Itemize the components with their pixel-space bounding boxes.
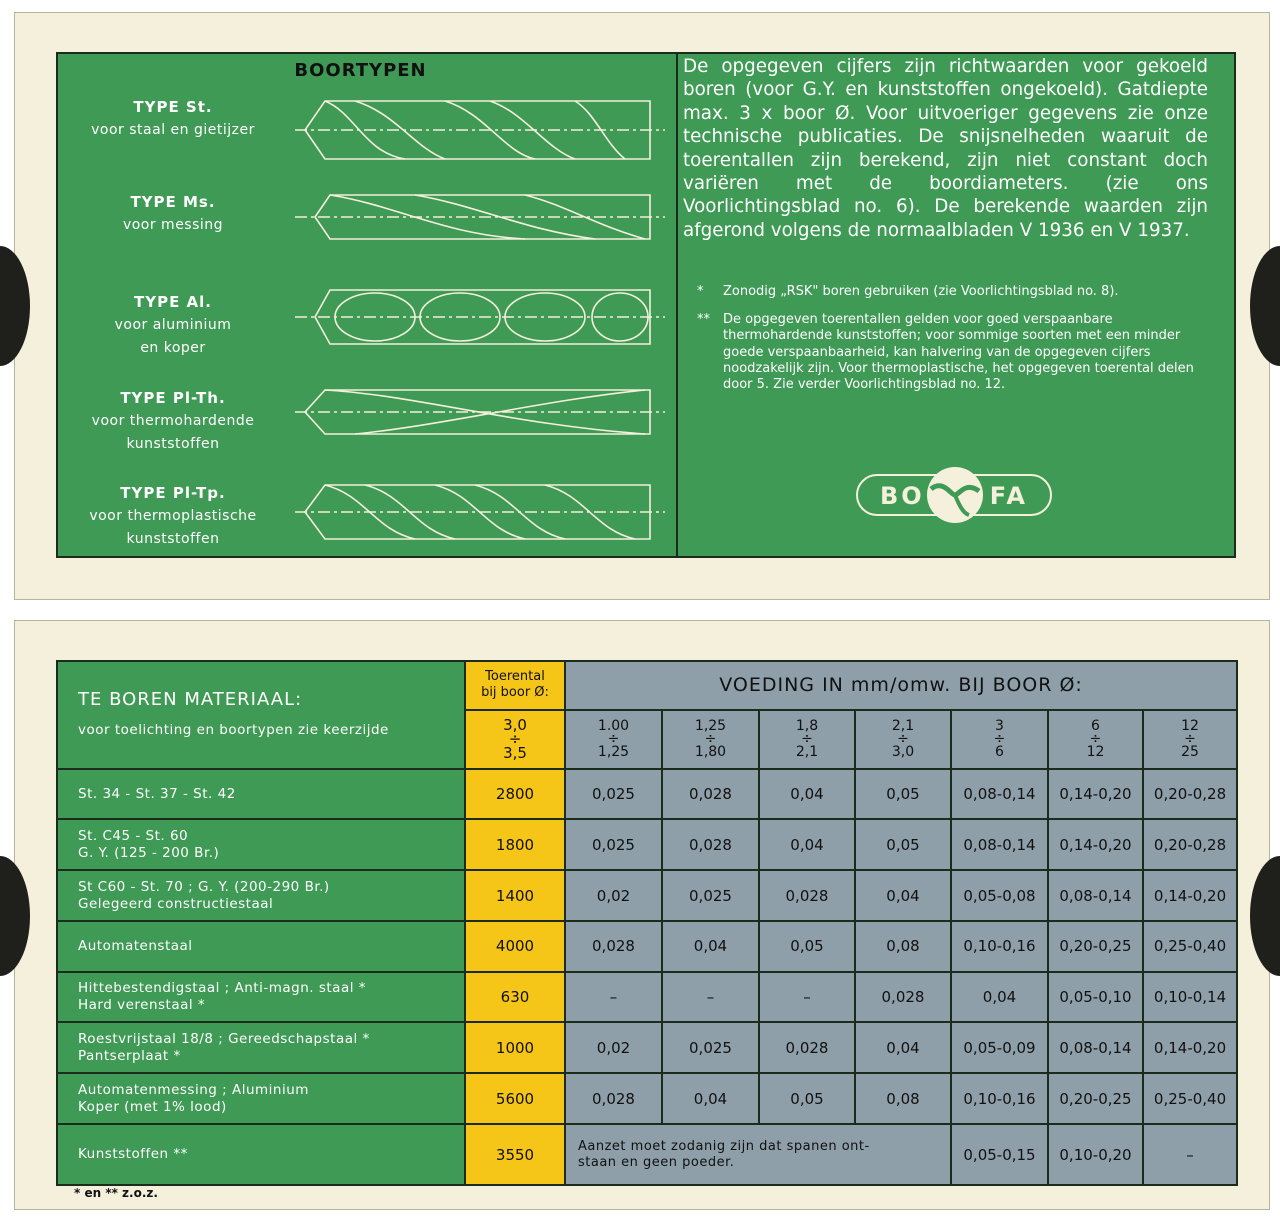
type-name: TYPE Al.: [133, 293, 212, 311]
diameter-div: ÷: [1184, 730, 1196, 747]
feed-cell: 0,04: [662, 1073, 759, 1124]
feed-cell: 0,05-0,08: [951, 870, 1048, 921]
feed-cell: 0,25-0,40: [1143, 921, 1237, 972]
feed-cell: 0,08-0,14: [1048, 1022, 1143, 1073]
drill-ms-illustration: [295, 180, 665, 254]
diameter-header: [951, 710, 1048, 769]
type-desc: kunststoffen: [126, 531, 220, 547]
feed-cell: 0,028: [565, 1073, 662, 1124]
diameter-to: 1,80: [694, 743, 727, 760]
type-desc: voor thermohardende: [91, 413, 255, 429]
diameter-div: ÷: [704, 730, 717, 747]
feed-cell: 0,028: [565, 921, 662, 972]
material-line: G. Y. (125 - 200 Br.): [78, 844, 220, 861]
diameter-header: [1143, 710, 1237, 769]
drill-st-illustration: [295, 93, 665, 167]
diameter-to: 25: [1181, 743, 1199, 760]
feed-cell: 0,14-0,20: [1143, 1022, 1237, 1073]
speed-heading-line: bij boor Ø:: [481, 685, 549, 701]
speed-range-top: 3,0: [503, 716, 527, 735]
material-cell: [57, 769, 465, 820]
feed-cell: 0,05: [759, 1073, 855, 1124]
material-line: Automatenstaal: [78, 937, 193, 954]
boortypen-title: BOORTYPEN: [294, 60, 427, 81]
speed-heading-cell: [465, 661, 565, 710]
table-row: [57, 921, 1237, 972]
material-line: St C60 - St. 70 ; G. Y. (200-290 Br.): [78, 878, 330, 895]
feed-cell: 0,028: [759, 1022, 855, 1073]
footnote-text: De opgegeven toerentallen gelden voor goed verspaanbare thermohardende kunststoffen; voor sommige soorten met een minder goede verspaanbaarheid, kan halvering van de opgegeven cijfers noodzakelijk zijn. Voor thermoplastische, het opgegeven toerental delen door 5. Zie verder Voorlichtingsblad no. 12.: [723, 312, 1194, 393]
feed-cell: 0,20-0,25: [1048, 921, 1143, 972]
material-header-cell: [57, 661, 465, 769]
diameter-header: [1048, 710, 1143, 769]
type-st-label: [68, 96, 278, 142]
table-row: [57, 1022, 1237, 1073]
type-plth-label: [68, 387, 278, 456]
feed-cell: 0,05: [855, 819, 951, 870]
type-ms-label: [68, 191, 278, 237]
speed-range-cell: [465, 710, 565, 769]
feed-cell: 0,028: [662, 769, 759, 820]
type-name: TYPE St.: [133, 98, 213, 116]
type-desc: voor thermoplastische: [89, 508, 257, 524]
feed-heading: VOEDING IN mm/omw. BIJ BOOR Ø:: [565, 661, 1237, 710]
feed-cell: 0,04: [855, 870, 951, 921]
feed-cell: 0,08-0,14: [951, 769, 1048, 820]
speed-cell: 630: [465, 972, 565, 1023]
diameter-to: 1,25: [597, 743, 630, 760]
plastics-note-line: staan en geen poeder.: [578, 1154, 735, 1170]
table-row: [57, 972, 1237, 1023]
speed-cell: 1400: [465, 870, 565, 921]
material-cell: [57, 1073, 465, 1124]
feed-cell: 0,10-0,14: [1143, 972, 1237, 1023]
material-line: Koper (met 1% lood): [78, 1098, 227, 1115]
feed-cell: 0,04: [759, 769, 855, 820]
type-desc: en koper: [140, 340, 206, 356]
diameter-div: ÷: [897, 730, 909, 747]
type-pltp-label: [68, 482, 278, 551]
speed-cell: 5600: [465, 1073, 565, 1124]
material-line: Automatenmessing ; Aluminium: [78, 1081, 309, 1098]
feed-cell: 0,025: [565, 819, 662, 870]
feed-cell: 0,04: [951, 972, 1048, 1023]
logo-text-left: BO: [880, 482, 925, 510]
type-desc: voor messing: [122, 217, 224, 233]
footnote-marker: **: [697, 312, 710, 327]
speed-range-bottom: 3,5: [503, 744, 527, 763]
feed-cell: 0,05-0,09: [951, 1022, 1048, 1073]
feed-cell: –: [759, 972, 855, 1023]
diameter-from: 6: [1091, 717, 1100, 734]
feed-cell: 0,028: [662, 819, 759, 870]
feed-cell: 0,20-0,28: [1143, 819, 1237, 870]
diameter-from: 12: [1181, 717, 1199, 734]
drill-al-illustration: [295, 280, 665, 354]
feed-cell: 0,04: [662, 921, 759, 972]
type-name: TYPE Pl-Th.: [120, 389, 226, 407]
table-row: [57, 1124, 1237, 1185]
diameter-div: ÷: [607, 730, 620, 747]
material-subheading: voor toelichting en boortypen zie keerzijde: [78, 721, 389, 738]
plastics-note-line: Aanzet moet zodanig zijn dat spanen ont-: [578, 1138, 870, 1154]
feed-cell: 0,14-0,20: [1048, 819, 1143, 870]
feed-cell: 0,028: [855, 972, 951, 1023]
material-cell: [57, 819, 465, 870]
table-row: [57, 870, 1237, 921]
feed-cell: 0,10-0,20: [1048, 1124, 1143, 1185]
feed-cell: 0,10-0,16: [951, 921, 1048, 972]
feed-cell: 0,14-0,20: [1143, 870, 1237, 921]
feed-cell: 0,025: [565, 769, 662, 820]
diameter-to: 12: [1086, 743, 1105, 760]
table-row: [57, 769, 1237, 820]
diameter-div: ÷: [801, 730, 813, 747]
speed-cell: 4000: [465, 921, 565, 972]
feed-cell: 0,025: [662, 1022, 759, 1073]
material-line: Hard verenstaal *: [78, 997, 206, 1014]
diameter-from: 1.00: [597, 717, 630, 734]
diameter-from: 2,1: [891, 717, 915, 734]
type-name: TYPE Pl-Tp.: [120, 484, 226, 502]
diameter-from: 3: [995, 717, 1004, 734]
feed-cell: 0,20-0,25: [1048, 1073, 1143, 1124]
feed-cell: 0,02: [565, 870, 662, 921]
feed-cell: 0,08: [855, 1073, 951, 1124]
diameter-div: ÷: [993, 730, 1006, 747]
feed-cell: 0,20-0,28: [1143, 769, 1237, 820]
speed-cell: 2800: [465, 769, 565, 820]
feed-cell: 0,08: [855, 921, 951, 972]
footnote-text: Zonodig „RSK" boren gebruiken (zie Voorlichtingsblad no. 8).: [723, 284, 1119, 299]
speed-cell: 3550: [465, 1124, 565, 1185]
feed-cell: 0,08-0,14: [951, 819, 1048, 870]
type-desc: kunststoffen: [126, 436, 220, 452]
type-desc: voor aluminium: [114, 317, 232, 333]
feed-cell: 0,02: [565, 1022, 662, 1073]
plastics-note: [565, 1124, 951, 1185]
diameter-to: 6: [995, 743, 1004, 760]
footnote-rsk: [683, 284, 1208, 300]
material-cell: [57, 972, 465, 1023]
diameter-to: 2,1: [795, 743, 819, 760]
feed-cell: –: [1143, 1124, 1237, 1185]
speed-range-div: ÷: [508, 730, 522, 749]
material-cell: [57, 1022, 465, 1073]
panel-divider: [676, 52, 678, 558]
type-desc: voor staal en gietijzer: [91, 122, 255, 138]
speed-cell: 1000: [465, 1022, 565, 1073]
feed-cell: 0,05: [759, 921, 855, 972]
feed-cell: 0,10-0,16: [951, 1073, 1048, 1124]
material-line: St. 34 - St. 37 - St. 42: [78, 785, 236, 802]
drill-plth-illustration: [295, 375, 665, 449]
feed-cell: 0,25-0,40: [1143, 1073, 1237, 1124]
feed-cell: 0,04: [855, 1022, 951, 1073]
footnote-marker: *: [697, 284, 704, 299]
feed-cell: 0,05-0,15: [951, 1124, 1048, 1185]
material-line: Pantserplaat *: [78, 1047, 181, 1064]
drill-pltp-illustration: [295, 475, 665, 549]
material-line: Roestvrijstaal 18/8 ; Gereedschapstaal *: [78, 1030, 370, 1047]
diameter-header: [855, 710, 951, 769]
feed-cell: 0,025: [662, 870, 759, 921]
logo-emblem: [925, 465, 985, 525]
guidance-text: De opgegeven cijfers zijn richtwaarden voor gekoeld boren (voor G.Y. en kunststoffen ongekoeld). Gatdiepte max. 3 x boor Ø. Voor uitvoeriger gegevens zie onze technische publicaties. De snijsnelheden waaruit de toerentallen zijn berekend, zijn niet constant doch variëren met de boordiameters. (zie ons Voorlichtingsblad no. 6). De berekende waarden zijn afgerond volgens de normaalbladen V 1936 en V 1937.: [683, 56, 1208, 241]
logo-text-right: FA: [989, 482, 1028, 510]
table-row: [57, 1073, 1237, 1124]
bottom-footer-note: * en ** z.o.z.: [74, 1186, 158, 1200]
footnote-plastics: [683, 312, 1208, 393]
table-row: [57, 819, 1237, 870]
diameter-header: [565, 710, 662, 769]
material-cell: [57, 870, 465, 921]
diameter-header: [759, 710, 855, 769]
diameter-from: 1,8: [795, 717, 819, 734]
type-al-label: [68, 291, 278, 360]
material-line: Hittebestendigstaal ; Anti-magn. staal *: [78, 980, 367, 997]
feed-cell: 0,04: [759, 819, 855, 870]
feed-speed-table: [56, 660, 1238, 1186]
diameter-header: [662, 710, 759, 769]
speed-heading-line: Toerental: [485, 669, 545, 685]
material-line: St. C45 - St. 60: [78, 827, 189, 844]
material-cell: Kunststoffen **: [57, 1124, 465, 1185]
material-line: Gelegeerd constructiestaal: [78, 895, 274, 912]
feed-cell: 0,05: [855, 769, 951, 820]
diameter-div: ÷: [1089, 730, 1102, 747]
material-cell: [57, 921, 465, 972]
diameter-from: 1,25: [694, 717, 727, 734]
type-name: TYPE Ms.: [130, 193, 216, 211]
material-heading: TE BOREN MATERIAAL:: [78, 688, 303, 710]
speed-cell: 1800: [465, 819, 565, 870]
feed-cell: –: [662, 972, 759, 1023]
feed-cell: 0,028: [759, 870, 855, 921]
feed-cell: 0,05-0,10: [1048, 972, 1143, 1023]
feed-cell: –: [565, 972, 662, 1023]
feed-cell: 0,14-0,20: [1048, 769, 1143, 820]
diameter-to: 3,0: [891, 743, 915, 760]
feed-cell: 0,08-0,14: [1048, 870, 1143, 921]
